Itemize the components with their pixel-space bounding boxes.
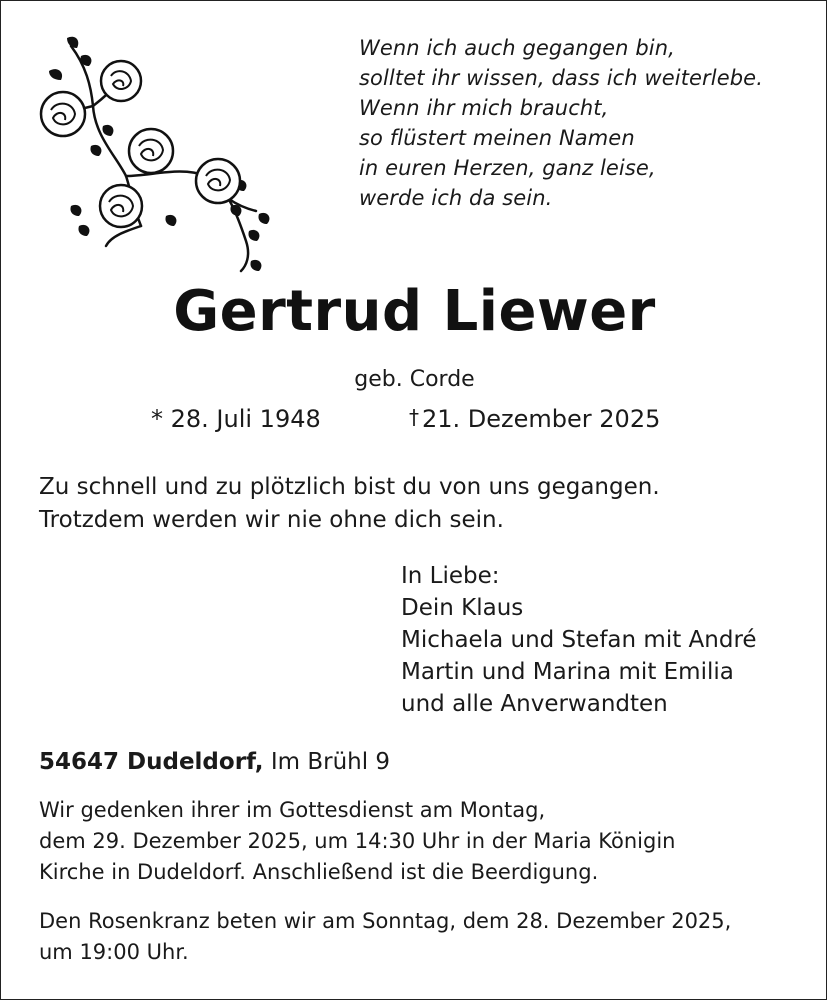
- service-info: [39, 795, 676, 888]
- roses-icon: [31, 26, 281, 276]
- poem-line: in euren Herzen, ganz leise,: [359, 156, 656, 180]
- mourners-list: [401, 560, 757, 720]
- mourners-line: und alle Anverwandten: [401, 691, 668, 717]
- service-line: Wir gedenken ihrer im Gottesdienst am Montag,: [39, 798, 546, 822]
- service-line: dem 29. Dezember 2025, um 14:30 Uhr in der Maria Königin: [39, 829, 676, 853]
- poem-line: Wenn ich auch gegangen bin,: [359, 36, 675, 60]
- death-date: 21. Dezember 2025: [422, 405, 661, 433]
- farewell-line: Zu schnell und zu plötzlich bist du von uns gegangen.: [39, 474, 660, 500]
- rosary-line: um 19:00 Uhr.: [39, 940, 189, 964]
- poem-line: werde ich da sein.: [359, 186, 553, 210]
- cross-icon: †: [409, 405, 419, 429]
- birth-name: geb. Corde: [354, 367, 475, 392]
- address: [39, 749, 390, 775]
- birth-date: * 28. Juli 1948: [151, 405, 321, 433]
- mourners-line: In Liebe:: [401, 563, 500, 589]
- poem-line: Wenn ihr mich braucht,: [359, 96, 609, 120]
- service-line: Kirche in Dudeldorf. Anschließend ist die Beerdigung.: [39, 860, 599, 884]
- poem-line: so flüstert meinen Namen: [359, 126, 635, 150]
- address-street: Im Brühl 9: [270, 749, 391, 775]
- death-date-line: [409, 405, 660, 433]
- poem: [359, 33, 763, 213]
- rosary-line: Den Rosenkranz beten wir am Sonntag, dem 28. Dezember 2025,: [39, 909, 732, 933]
- mourners-line: Martin und Marina mit Emilia: [401, 659, 734, 685]
- rosary-info: [39, 906, 731, 968]
- farewell-line: Trotzdem werden wir nie ohne dich sein.: [39, 507, 504, 533]
- poem-line: solltet ihr wissen, dass ich weiterlebe.: [359, 66, 763, 90]
- address-city: 54647 Dudeldorf,: [39, 749, 264, 775]
- mourners-line: Dein Klaus: [401, 595, 524, 621]
- mourners-line: Michaela und Stefan mit André: [401, 627, 757, 653]
- farewell-text: [39, 471, 660, 537]
- deceased-name: Gertrud Liewer: [173, 279, 656, 344]
